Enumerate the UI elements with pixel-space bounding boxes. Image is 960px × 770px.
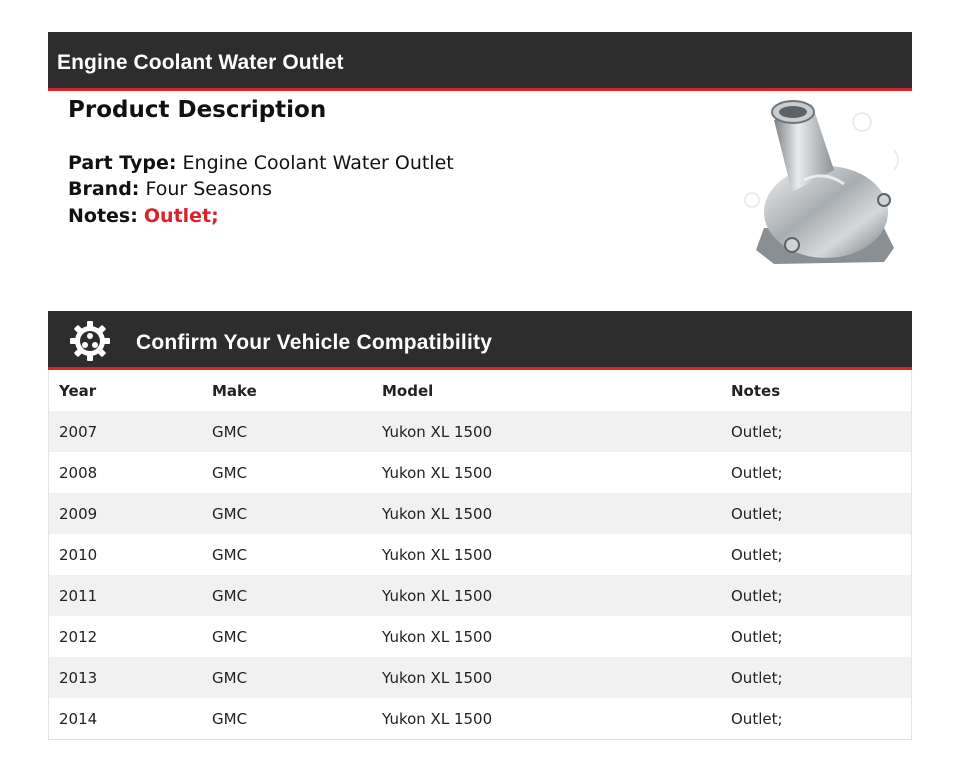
cell-make: GMC xyxy=(212,586,248,605)
cell-make: GMC xyxy=(212,709,248,728)
cell-make: GMC xyxy=(212,504,248,523)
table-row xyxy=(49,575,912,616)
cell-make: GMC xyxy=(212,422,248,441)
cell-notes: Outlet; xyxy=(731,463,783,482)
cell-notes: Outlet; xyxy=(731,668,783,687)
cell-model: Yukon XL 1500 xyxy=(382,422,493,441)
compatibility-title: Confirm Your Vehicle Compatibility xyxy=(136,331,493,354)
notes-value: Outlet; xyxy=(143,205,219,227)
cell-make: GMC xyxy=(212,545,248,564)
cell-year: 2012 xyxy=(59,627,98,646)
cell-year: 2008 xyxy=(59,463,98,482)
cell-year: 2010 xyxy=(59,545,98,564)
cell-make: GMC xyxy=(212,463,248,482)
cell-model: Yukon XL 1500 xyxy=(382,668,493,687)
table-header-row xyxy=(49,370,912,411)
column-header-year: Year xyxy=(59,381,97,400)
cell-year: 2007 xyxy=(59,422,98,441)
cell-year: 2013 xyxy=(59,668,98,687)
cell-model: Yukon XL 1500 xyxy=(382,545,493,564)
cell-model: Yukon XL 1500 xyxy=(382,709,493,728)
notes-line xyxy=(68,205,219,227)
table-row xyxy=(49,493,912,534)
table-row xyxy=(49,411,912,452)
table-row xyxy=(49,452,912,493)
column-header-notes: Notes xyxy=(731,381,781,400)
cell-model: Yukon XL 1500 xyxy=(382,463,493,482)
cell-notes: Outlet; xyxy=(731,545,783,564)
cell-year: 2009 xyxy=(59,504,98,523)
cell-year: 2014 xyxy=(59,709,98,728)
page-title: Engine Coolant Water Outlet xyxy=(57,51,344,74)
cell-notes: Outlet; xyxy=(731,627,783,646)
column-header-make: Make xyxy=(212,381,257,400)
cell-notes: Outlet; xyxy=(731,586,783,605)
part-type-value: Engine Coolant Water Outlet xyxy=(182,152,454,174)
table-row xyxy=(49,698,912,740)
brand-line xyxy=(68,178,272,200)
column-header-model: Model xyxy=(382,381,434,400)
cell-model: Yukon XL 1500 xyxy=(382,627,493,646)
table-row xyxy=(49,616,912,657)
compatibility-table xyxy=(48,370,912,740)
cell-model: Yukon XL 1500 xyxy=(382,586,493,605)
cell-notes: Outlet; xyxy=(731,422,783,441)
gear-icon xyxy=(68,319,112,363)
part-type-line xyxy=(68,152,454,174)
cell-year: 2011 xyxy=(59,586,98,605)
title-bar xyxy=(48,32,912,91)
notes-label: Notes: xyxy=(68,205,138,227)
cell-notes: Outlet; xyxy=(731,709,783,728)
cell-make: GMC xyxy=(212,668,248,687)
part-type-label: Part Type: xyxy=(68,152,177,174)
compatibility-bar xyxy=(48,311,912,370)
cell-model: Yukon XL 1500 xyxy=(382,504,493,523)
product-image xyxy=(734,100,910,272)
description-heading: Product Description xyxy=(68,97,327,123)
brand-value: Four Seasons xyxy=(145,178,273,200)
cell-make: GMC xyxy=(212,627,248,646)
table-row xyxy=(49,657,912,698)
brand-label: Brand: xyxy=(68,178,140,200)
cell-notes: Outlet; xyxy=(731,504,783,523)
table-row xyxy=(49,534,912,575)
